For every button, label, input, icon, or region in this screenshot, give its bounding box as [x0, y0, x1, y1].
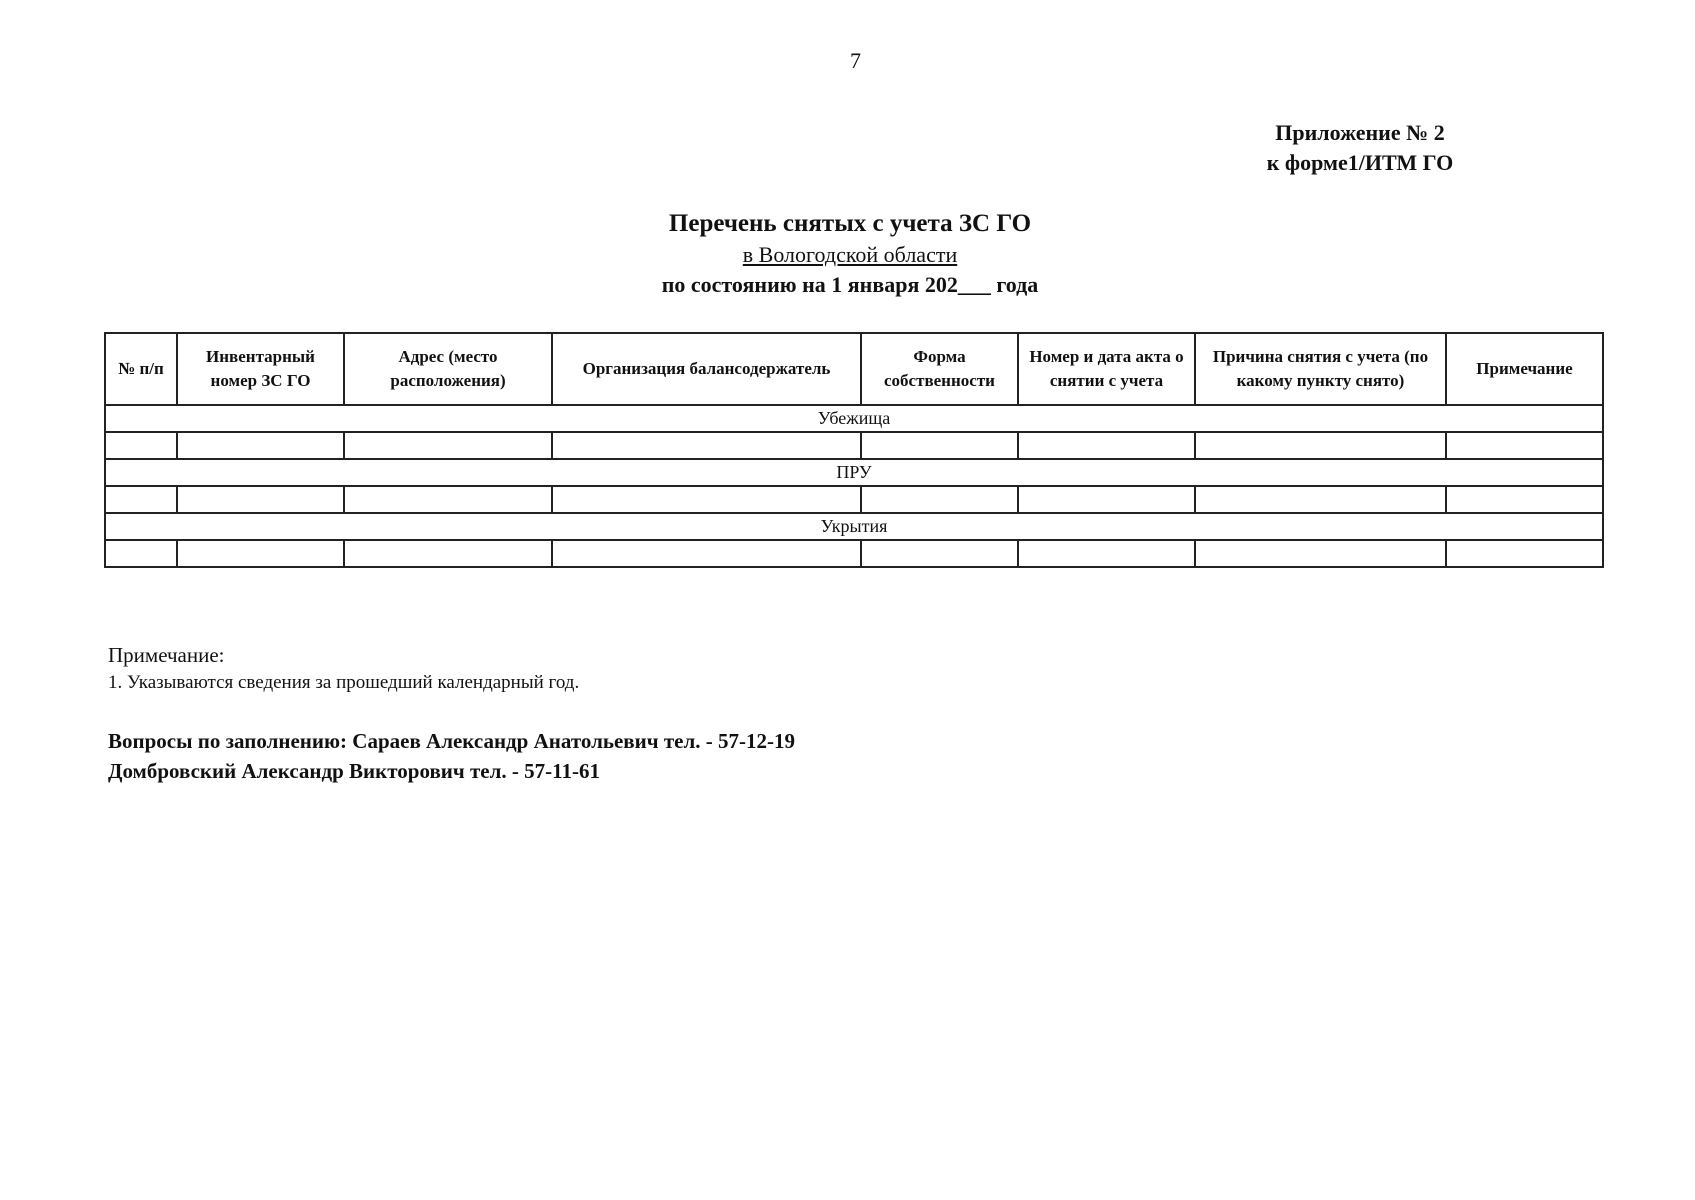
table-cell[interactable]: [1446, 540, 1603, 567]
header-address: Адрес (место расположения): [344, 333, 552, 405]
table-cell[interactable]: [344, 486, 552, 513]
appendix-line-2: к форме1/ИТМ ГО: [1266, 150, 1454, 175]
notes-block: [108, 641, 1008, 697]
table-row: [105, 540, 1603, 567]
contact-line-1: Вопросы по заполнению: Сараев Александр Анатольевич тел. - 57-12-19: [108, 729, 795, 753]
table-cell[interactable]: [1018, 486, 1195, 513]
header-ownership-form: Форма собственности: [861, 333, 1018, 405]
header-number: № п/п: [105, 333, 177, 405]
title-block: [560, 208, 1140, 300]
table-cell[interactable]: [861, 432, 1018, 459]
records-table: [104, 332, 1604, 568]
appendix-line-1: Приложение № 2: [1275, 120, 1445, 145]
document-date: по состоянию на 1 января 202___ года: [661, 272, 1039, 297]
table-cell[interactable]: [177, 486, 344, 513]
header-act-number-date: Номер и дата акта о снятии с учета: [1018, 333, 1195, 405]
section-row: [105, 513, 1603, 540]
section-covers: Укрытия: [105, 513, 1603, 540]
document-title: Перечень снятых с учета ЗС ГО: [668, 210, 1032, 237]
page-number: 7: [850, 48, 861, 73]
header-organization: Организация балансодержатель: [552, 333, 861, 405]
header-note: Примечание: [1446, 333, 1603, 405]
table-cell[interactable]: [861, 486, 1018, 513]
table-cell[interactable]: [177, 432, 344, 459]
section-row: [105, 459, 1603, 486]
section-row: [105, 405, 1603, 432]
table-cell[interactable]: [1446, 432, 1603, 459]
document-region: в Вологодской области: [742, 242, 958, 267]
table-cell[interactable]: [861, 540, 1018, 567]
section-shelters: Убежища: [105, 405, 1603, 432]
table-cell[interactable]: [1018, 540, 1195, 567]
table-header-row: [105, 333, 1603, 405]
table-cell[interactable]: [1195, 540, 1446, 567]
table-cell[interactable]: [552, 540, 861, 567]
header-removal-reason: Причина снятия с учета (по какому пункту снято): [1195, 333, 1446, 405]
table-cell[interactable]: [1195, 486, 1446, 513]
table-row: [105, 486, 1603, 513]
table-cell[interactable]: [177, 540, 344, 567]
contact-line-2: Домбровский Александр Викторович тел. - 57-11-61: [108, 759, 600, 783]
table-cell[interactable]: [1018, 432, 1195, 459]
header-inventory-number: Инвентарный номер ЗС ГО: [177, 333, 344, 405]
table-row: [105, 432, 1603, 459]
notes-item: 1. Указываются сведения за прошедший календарный год.: [108, 672, 580, 693]
table-cell[interactable]: [1446, 486, 1603, 513]
table-cell[interactable]: [344, 540, 552, 567]
section-pru: ПРУ: [105, 459, 1603, 486]
contacts-block: [108, 726, 1108, 786]
table-cell[interactable]: [105, 432, 177, 459]
table-cell[interactable]: [1195, 432, 1446, 459]
table-cell[interactable]: [552, 486, 861, 513]
table-cell[interactable]: [105, 540, 177, 567]
table-cell[interactable]: [344, 432, 552, 459]
table-cell[interactable]: [552, 432, 861, 459]
notes-heading: Примечание:: [108, 643, 225, 667]
table-cell[interactable]: [105, 486, 177, 513]
appendix-label: [1180, 118, 1540, 178]
